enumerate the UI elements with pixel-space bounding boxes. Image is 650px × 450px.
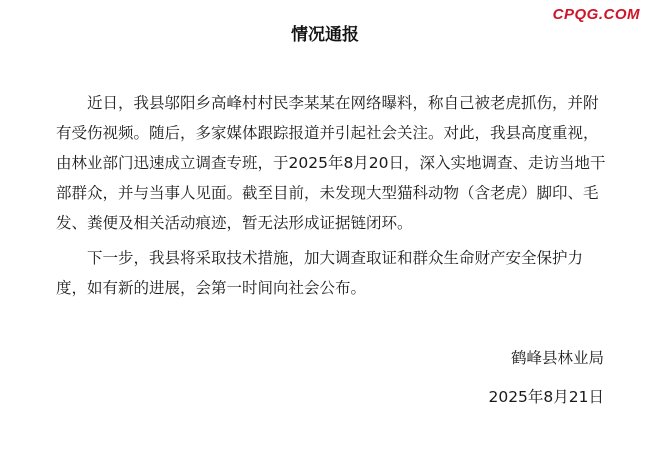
- paragraph-line: 有受伤视频。随后，多家媒体跟踪报道并引起社会关注。对此，我县高度重视，: [56, 124, 599, 142]
- site-watermark: CPQG.COM: [552, 6, 640, 23]
- signature-organization: 鹤峰县林业局: [510, 349, 604, 367]
- paragraph-next-steps: [56, 243, 616, 303]
- paragraph-line: 下一步，我县将采取技术措施，加大调查取证和群众生命财产安全保护力: [87, 249, 584, 267]
- notice-title: 情况通报: [291, 25, 359, 45]
- paragraph-investigation: [56, 88, 616, 238]
- paragraph-line: 发、粪便及相关活动痕迹，暂无法形成证据链闭环。: [56, 214, 413, 232]
- paragraph-line: 由林业部门迅速成立调查专班，于2025年8月20日，深入实地调查、走访当地干: [56, 154, 606, 172]
- paragraph-line: 度，如有新的进展，会第一时间向社会公布。: [56, 279, 367, 297]
- paragraph-line: 近日，我县邬阳乡高峰村村民李某某在网络曝料，称自己被老虎抓伤，并附: [87, 94, 599, 112]
- paragraph-line: 部群众，并与当事人见面。截至目前，未发现大型猫科动物（含老虎）脚印、毛: [56, 184, 599, 202]
- signature-date: 2025年8月21日: [488, 388, 604, 406]
